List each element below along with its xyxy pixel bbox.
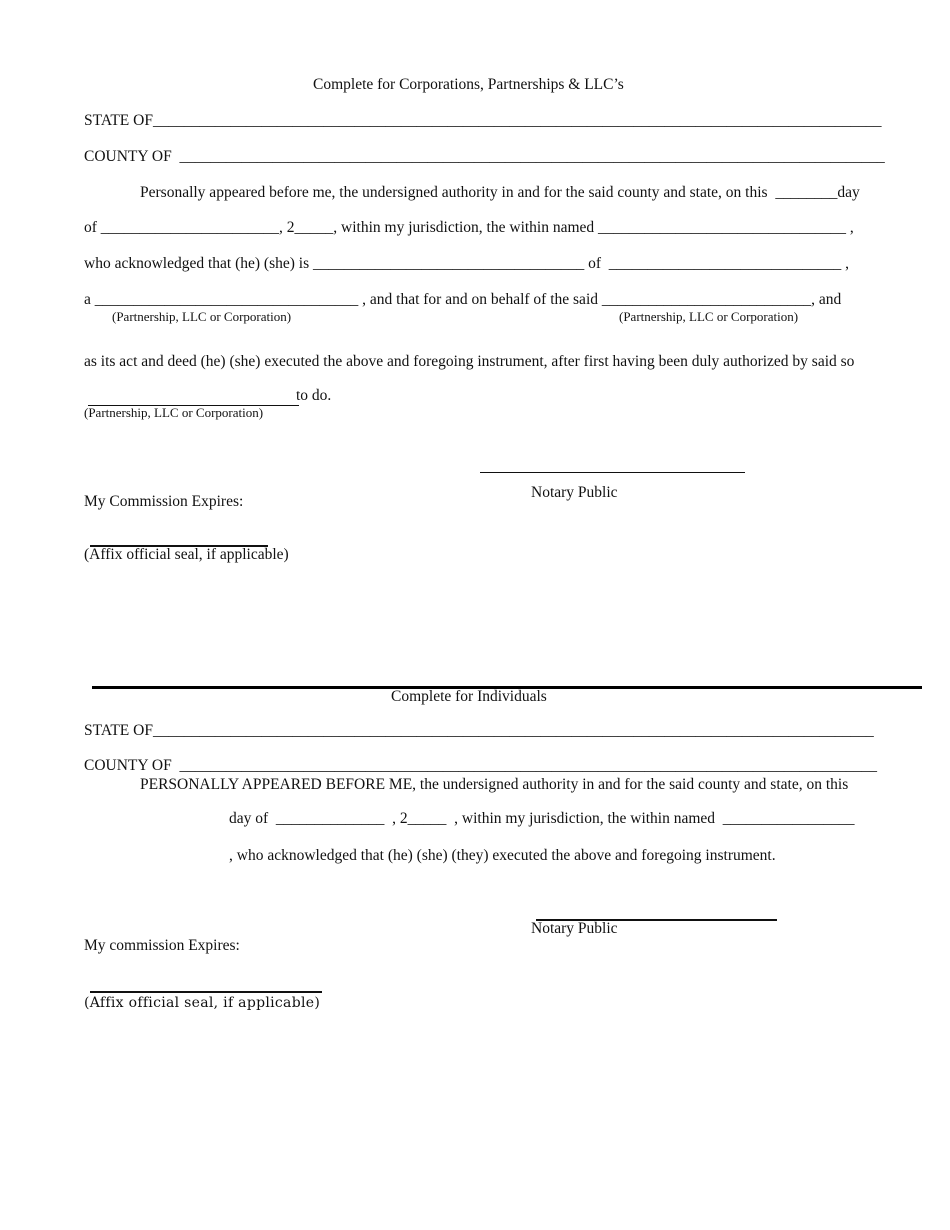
entity-type-caption-3: (Partnership, LLC or Corporation) [84, 405, 264, 420]
corp-paragraph-line-2[interactable]: of _______________________, 2_____, within my jurisdiction, the within named ________________________________ , [84, 219, 854, 236]
corp-to-do-text: to do. [296, 387, 332, 404]
corp-paragraph-line-4[interactable]: a __________________________________ , and that for and on behalf of the said ___________________________, and [84, 291, 842, 308]
individual-commission-date-line[interactable] [90, 991, 322, 993]
individual-seal-note: (Affix official seal, if applicable) [84, 995, 321, 1011]
entity-type-caption-2: (Partnership, LLC or Corporation) [619, 309, 799, 324]
corp-county-field[interactable]: COUNTY OF ___________________________________________________________________________________________ [84, 148, 885, 165]
individual-commission-expires-label: My commission Expires: [84, 937, 240, 954]
entity-type-caption-1: (Partnership, LLC or Corporation) [112, 309, 292, 324]
corp-notary-public-label: Notary Public [531, 484, 618, 501]
corp-paragraph-line-5: as its act and deed (he) (she) executed the above and foregoing instrument, after first having been duly authorized by said so [84, 353, 855, 370]
corp-paragraph-line-3[interactable]: who acknowledged that (he) (she) is ___________________________________ of ______________________________ , [84, 255, 850, 272]
individual-section-heading: Complete for Individuals [391, 688, 547, 705]
corp-seal-note: (Affix official seal, if applicable) [84, 546, 289, 563]
individual-paragraph-line-2[interactable]: day of ______________ , 2_____ , within my jurisdiction, the within named _________________ [229, 810, 855, 827]
corp-state-field[interactable]: STATE OF______________________________________________________________________________________________ [84, 112, 882, 129]
individual-paragraph-line-1: PERSONALLY APPEARED BEFORE ME, the undersigned authority in and for the said county and state, on this [140, 776, 849, 793]
individual-county-field[interactable]: COUNTY OF __________________________________________________________________________________________ [84, 757, 877, 774]
corp-notary-signature-line[interactable] [480, 472, 745, 473]
individual-notary-public-label: Notary Public [531, 920, 618, 937]
individual-state-field[interactable]: STATE OF_____________________________________________________________________________________________ [84, 722, 874, 739]
individual-paragraph-line-3: , who acknowledged that (he) (she) (they) executed the above and foregoing instrument. [229, 847, 776, 864]
corp-paragraph-line-1[interactable]: Personally appeared before me, the undersigned authority in and for the said county and state, on this ________day [140, 184, 860, 201]
corp-section-heading: Complete for Corporations, Partnerships & LLC’s [313, 76, 624, 93]
corp-commission-expires-label: My Commission Expires: [84, 493, 244, 510]
